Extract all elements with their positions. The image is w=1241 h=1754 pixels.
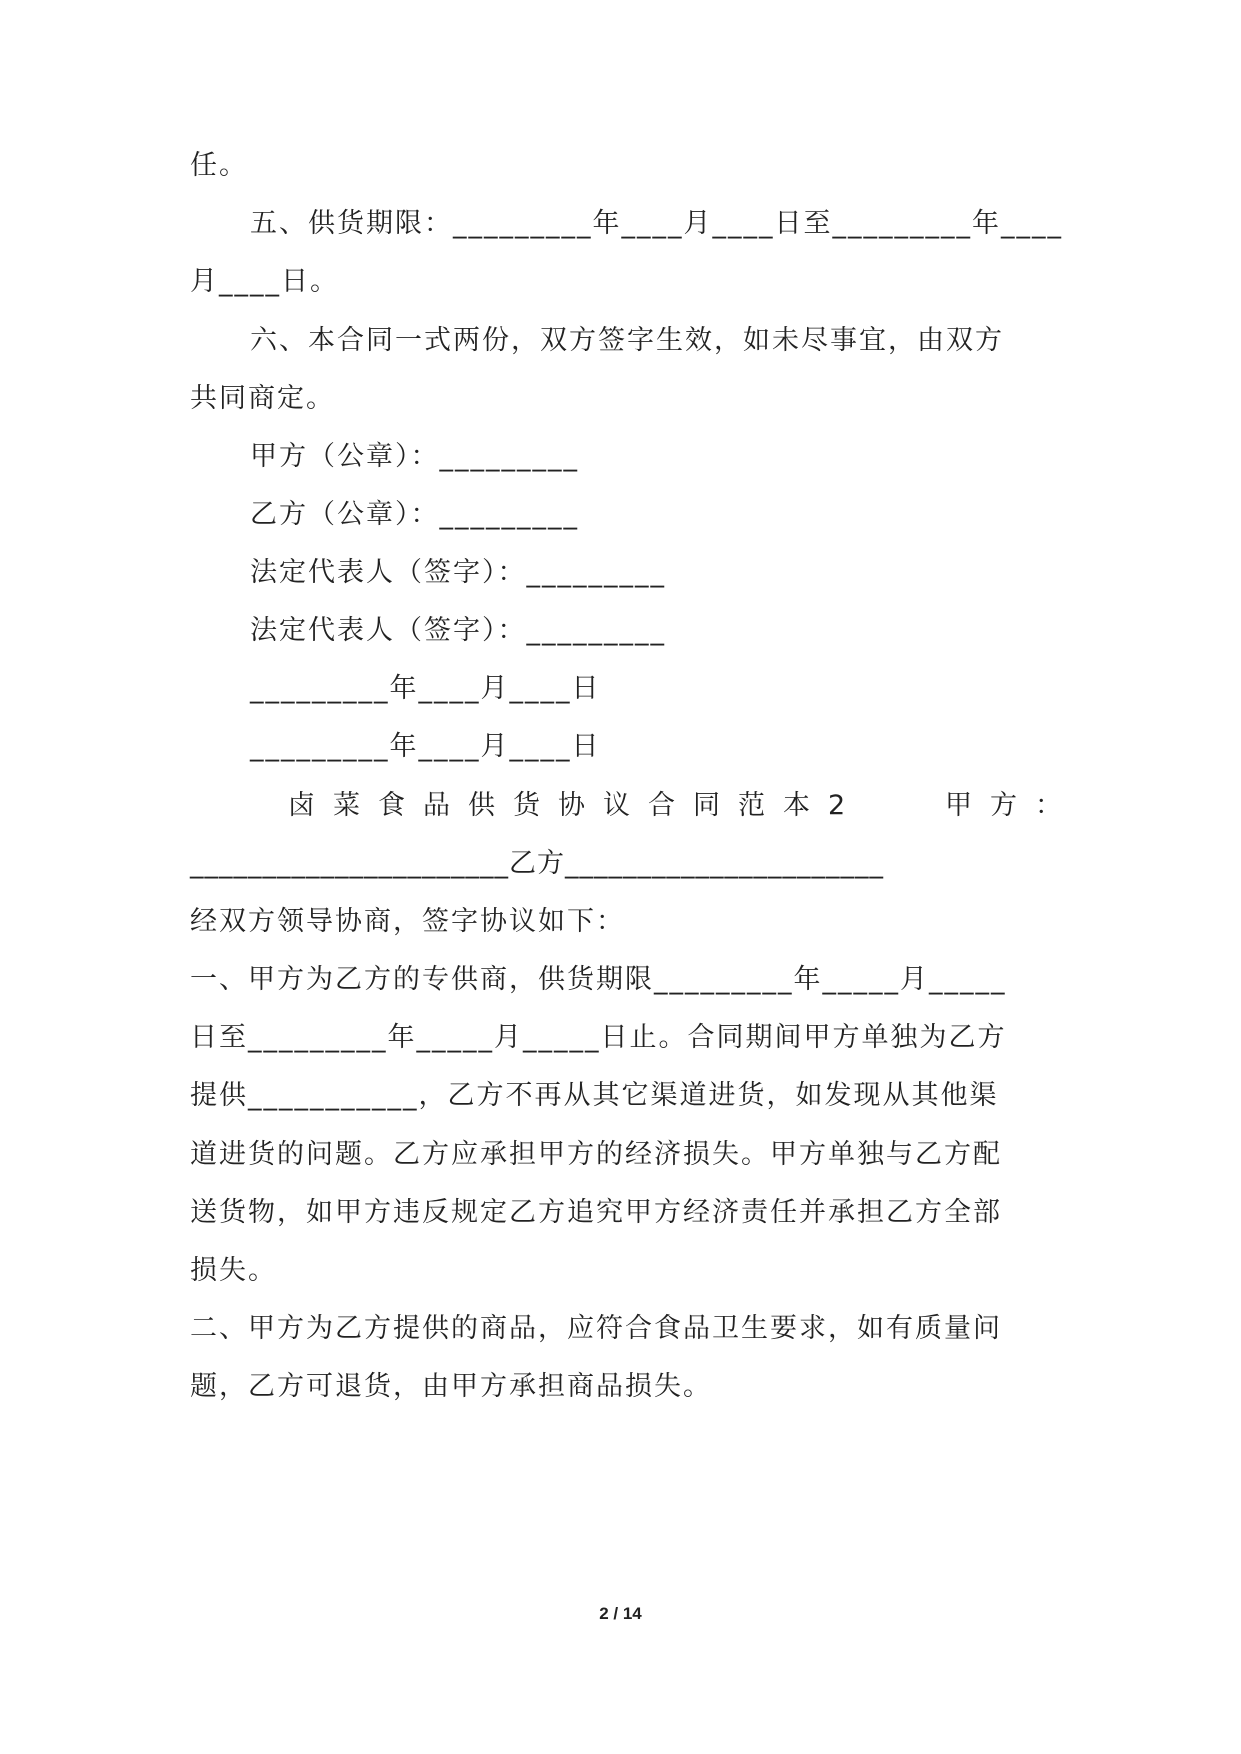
text-line: 六、本合同一式两份，双方签字生效，如未尽事宜，由双方	[250, 325, 1004, 356]
page-number: 2 / 14	[599, 1604, 642, 1623]
signature-line-party-a: 甲方（公章）：_________	[250, 441, 579, 472]
legal-rep-signature-line: 法定代表人（签字）：_________	[250, 557, 666, 588]
text-line: 提供___________，乙方不再从其它渠道进货，如发现从其他渠	[190, 1080, 999, 1111]
signature-line-party-b: 乙方（公章）：_________	[250, 499, 579, 530]
section-title: 卤菜食品供货协议合同范本2	[288, 790, 864, 821]
text-line: 一、甲方为乙方的专供商，供货期限_________年_____月_____	[190, 964, 1007, 995]
date-line: _________年____月____日	[250, 673, 601, 704]
text-line: 日至_________年_____月_____日止。合同期间甲方单独为乙方	[190, 1022, 1007, 1053]
text-line: 道进货的问题。乙方应承担甲方的经济损失。甲方单独与乙方配	[190, 1139, 1002, 1170]
party-a-label: 甲方：	[945, 790, 1080, 821]
text-line: 任。	[190, 150, 248, 181]
text-line: 送货物，如甲方违反规定乙方追究甲方经济责任并承担乙方全部	[190, 1197, 1002, 1228]
text-line: 经双方领导协商，签字协议如下：	[190, 906, 625, 937]
text-line: 五、供货期限：_________年____月____日至_________年____	[250, 208, 1063, 239]
date-line: _________年____月____日	[250, 731, 601, 762]
party-fill-line: ______________________乙方______________________	[190, 848, 884, 879]
text-line: 共同商定。	[190, 383, 335, 414]
text-line: 损失。	[190, 1255, 277, 1286]
text-line: 月____日。	[190, 266, 339, 297]
legal-rep-signature-line: 法定代表人（签字）：_________	[250, 615, 666, 646]
text-line: 二、甲方为乙方提供的商品，应符合食品卫生要求，如有质量问	[190, 1313, 1002, 1344]
text-line: 题，乙方可退货，由甲方承担商品损失。	[190, 1371, 712, 1402]
